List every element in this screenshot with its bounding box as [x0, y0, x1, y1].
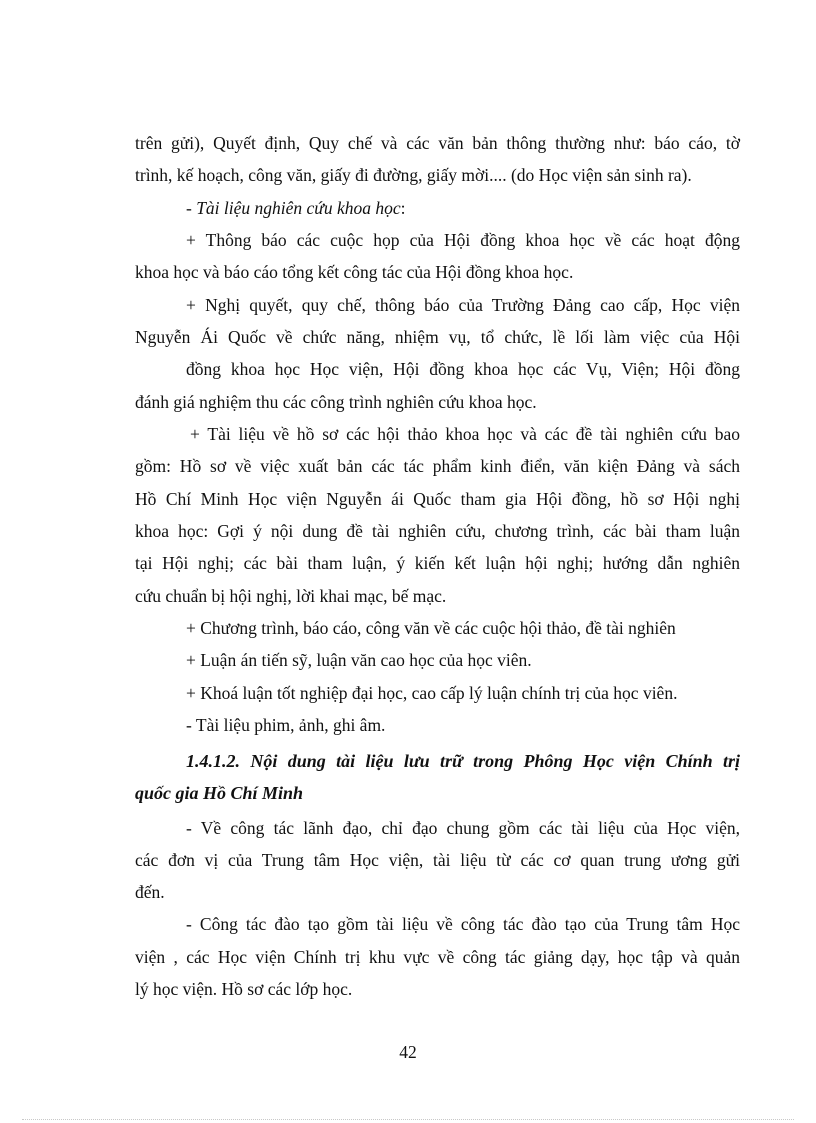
body-text-line: Hồ Chí Minh Học viện Nguyễn ái Quốc tham gia Hội đồng, hồ sơ Hội nghị	[135, 489, 740, 509]
body-text-line: - Công tác đào tạo gồm tài liệu về công tác đào tạo của Trung tâm Học	[186, 914, 740, 934]
body-text-line: đến.	[135, 882, 165, 902]
body-text-line: trình, kế hoạch, công văn, giấy đi đường, giấy mời.... (do Học viện sản sinh ra).	[135, 165, 692, 185]
body-text-line: - Tài liệu phim, ảnh, ghi âm.	[186, 715, 386, 735]
section-heading-continued: quốc gia Hồ Chí Minh	[135, 783, 304, 803]
page-bottom-rule	[22, 1119, 794, 1120]
body-text-line: + Luận án tiến sỹ, luận văn cao học của học viên.	[186, 650, 532, 670]
italic-subheading: Tài liệu nghiên cứu khoa học	[196, 198, 401, 218]
body-text-line: + Tài liệu về hồ sơ các hội thảo khoa học và các đề tài nghiên cứu bao	[190, 424, 740, 444]
page-number: 42	[399, 1042, 417, 1062]
body-text-line: viện , các Học viện Chính trị khu vực về công tác giảng dạy, học tập và quản	[135, 947, 740, 967]
body-text-line: đồng khoa học Học viện, Hội đồng khoa học các Vụ, Viện; Hội đồng	[186, 359, 740, 379]
body-text-line: đánh giá nghiệm thu các công trình nghiên cứu khoa học.	[135, 392, 537, 412]
list-dash: -	[186, 198, 197, 218]
body-text-line: cứu chuẩn bị hội nghị, lời khai mạc, bế mạc.	[135, 586, 447, 606]
section-heading: 1.4.1.2. Nội dung tài liệu lưu trữ trong Phông Học viện Chính trị	[186, 751, 740, 771]
body-text-line: + Nghị quyết, quy chế, thông báo của Trường Đảng cao cấp, Học viện	[186, 295, 740, 315]
body-text-line: khoa học: Gợi ý nội dung đề tài nghiên cứu, chương trình, các bài tham luận	[135, 521, 740, 541]
body-text-line: Nguyễn Ái Quốc về chức năng, nhiệm vụ, tổ chức, lề lối làm việc của Hội	[135, 327, 740, 347]
list-item-research-docs	[186, 196, 740, 220]
body-text-line: gồm: Hồ sơ về việc xuất bản các tác phẩm kinh điển, văn kiện Đảng và sách	[135, 456, 740, 476]
body-text-line: lý học viện. Hồ sơ các lớp học.	[135, 979, 353, 999]
body-text-line: - Về công tác lãnh đạo, chỉ đạo chung gồm các tài liệu của Học viện,	[186, 818, 740, 838]
body-text-line: các đơn vị của Trung tâm Học viện, tài liệu từ các cơ quan trung ương gửi	[135, 850, 740, 870]
body-text-line: + Chương trình, báo cáo, công văn về các cuộc hội thảo, đề tài nghiên	[186, 618, 676, 638]
body-text-line: khoa học và báo cáo tổng kết công tác của Hội đồng khoa học.	[135, 262, 574, 282]
body-text-line: + Thông báo các cuộc họp của Hội đồng khoa học về các hoạt động	[186, 230, 740, 250]
body-text-line: + Khoá luận tốt nghiệp đại học, cao cấp lý luận chính trị của học viên.	[186, 683, 678, 703]
body-text-line: trên gửi), Quyết định, Quy chế và các văn bản thông thường như: báo cáo, tờ	[135, 133, 740, 153]
body-text-line: tại Hội nghị; các bài tham luận, ý kiến kết luận hội nghị; hướng dẫn nghiên	[135, 553, 740, 573]
colon: :	[400, 198, 406, 218]
